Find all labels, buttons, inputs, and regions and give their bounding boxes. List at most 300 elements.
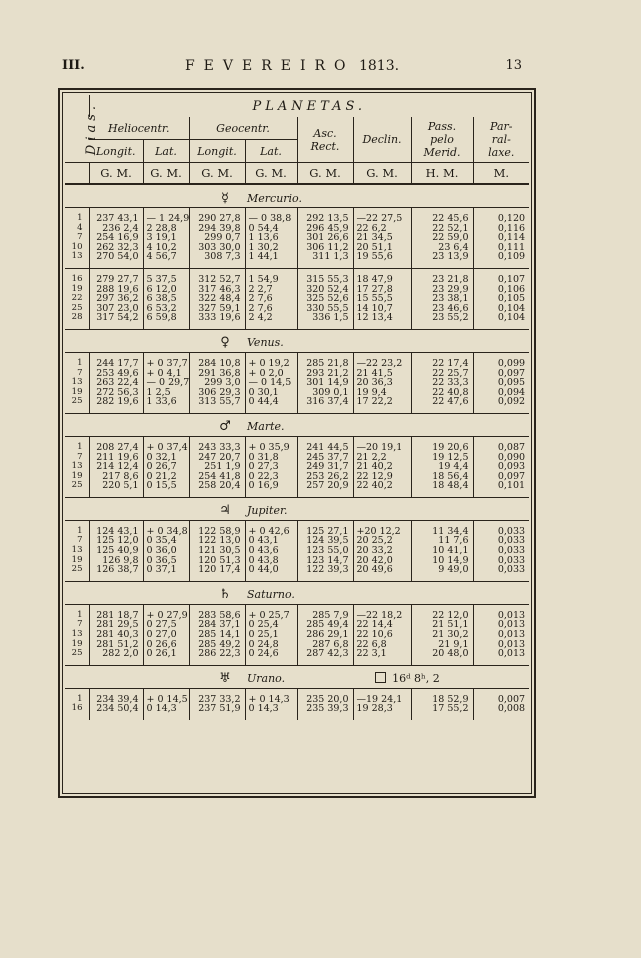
day-cell: 7 bbox=[77, 535, 83, 546]
value-cell: 325 52,6 bbox=[297, 294, 353, 304]
value-cell: 17 55,2 bbox=[411, 704, 473, 714]
table-row bbox=[65, 397, 529, 407]
value-cell: 316 37,4 bbox=[297, 397, 353, 407]
planet-name: Saturno. bbox=[247, 588, 295, 602]
value-cell: 0,033 bbox=[473, 556, 529, 566]
value-cell: 263 22,4 bbox=[89, 378, 143, 388]
value-cell: 287 6,8 bbox=[297, 640, 353, 650]
value-cell: 0 14,3 bbox=[245, 704, 297, 714]
value-cell: 22 40,8 bbox=[411, 388, 473, 398]
day-cell: 13 bbox=[71, 461, 83, 472]
value-cell: 22 14,4 bbox=[353, 620, 411, 630]
unit-cell: G. M. bbox=[143, 163, 189, 185]
spacer-cell bbox=[189, 714, 245, 720]
day-cell: 25 bbox=[71, 648, 83, 659]
unit-cell: H. M. bbox=[411, 163, 473, 185]
spacer-cell bbox=[65, 714, 89, 720]
planet-heading bbox=[65, 665, 529, 688]
value-cell: 0 43,6 bbox=[245, 546, 297, 556]
value-cell: 20 33,2 bbox=[353, 546, 411, 556]
value-cell: 0,109 bbox=[473, 252, 529, 262]
value-cell: + 0 42,6 bbox=[245, 527, 297, 537]
value-cell: 253 26,2 bbox=[297, 472, 353, 482]
value-cell: — 1 24,9 bbox=[143, 214, 189, 224]
value-cell: 18 48,4 bbox=[411, 481, 473, 491]
paralaxe-header: Par- ral- laxe. bbox=[473, 117, 529, 163]
planet-symbol-icon: ☿ bbox=[221, 190, 229, 206]
value-cell: 0,097 bbox=[473, 472, 529, 482]
value-cell: 0,107 bbox=[473, 275, 529, 285]
pass-merid-header: Pass. pelo Merid. bbox=[411, 117, 473, 163]
value-cell: 313 55,7 bbox=[189, 397, 245, 407]
value-cell: 22 52,1 bbox=[411, 224, 473, 234]
geo-longit-header: Longit. bbox=[189, 140, 245, 163]
value-cell: 18 47,9 bbox=[353, 275, 411, 285]
unit-cell: G. M. bbox=[189, 163, 245, 185]
value-cell: 0,090 bbox=[473, 453, 529, 463]
value-cell: 0 27,3 bbox=[245, 462, 297, 472]
planet-section-header bbox=[65, 413, 529, 436]
value-cell: 234 39,4 bbox=[89, 695, 143, 705]
value-cell: 303 30,0 bbox=[189, 243, 245, 253]
value-cell: 307 23,0 bbox=[89, 304, 143, 314]
unit-cell: G. M. bbox=[297, 163, 353, 185]
value-cell: 284 37,1 bbox=[189, 620, 245, 630]
value-cell: 0,093 bbox=[473, 462, 529, 472]
page-number: 13 bbox=[505, 58, 522, 73]
value-cell: 122 58,9 bbox=[189, 527, 245, 537]
value-cell: 308 7,3 bbox=[189, 252, 245, 262]
value-cell: 19 55,6 bbox=[353, 252, 411, 262]
value-cell: 22 59,0 bbox=[411, 233, 473, 243]
value-cell: 270 54,0 bbox=[89, 252, 143, 262]
value-cell: 258 20,4 bbox=[189, 481, 245, 491]
value-cell: 0,106 bbox=[473, 285, 529, 295]
value-cell: 291 36,8 bbox=[189, 369, 245, 379]
planet-table-frame bbox=[58, 88, 536, 798]
planetas-title: PLANETAS. bbox=[89, 95, 529, 117]
value-cell: 120 17,4 bbox=[189, 565, 245, 575]
value-cell: 1 33,6 bbox=[143, 397, 189, 407]
units-blank bbox=[65, 163, 89, 185]
helio-longit-header: Longit. bbox=[89, 140, 143, 163]
heliocentr-header: Heliocentr. bbox=[108, 121, 170, 135]
value-cell: 0 44,4 bbox=[245, 397, 297, 407]
value-cell: 285 21,8 bbox=[297, 359, 353, 369]
value-cell: 1 2,5 bbox=[143, 388, 189, 398]
value-cell: 19 9,4 bbox=[353, 388, 411, 398]
planet-heading bbox=[65, 413, 529, 436]
value-cell: 0,013 bbox=[473, 620, 529, 630]
planet-symbol-icon: ♃ bbox=[219, 503, 231, 519]
value-cell: 336 1,5 bbox=[297, 313, 353, 323]
value-cell: 22 6,2 bbox=[353, 224, 411, 234]
planet-symbol-icon: ♂ bbox=[219, 419, 231, 435]
value-cell: 211 19,6 bbox=[89, 453, 143, 463]
value-cell: 285 7,9 bbox=[297, 611, 353, 621]
day-cell: 13 bbox=[71, 377, 83, 388]
helio-lat-header: Lat. bbox=[143, 140, 189, 163]
value-cell: 14 10,7 bbox=[353, 304, 411, 314]
square-icon bbox=[375, 672, 386, 683]
value-cell: 0 36,0 bbox=[143, 546, 189, 556]
value-cell: 208 27,4 bbox=[89, 443, 143, 453]
value-cell: 20 42,0 bbox=[353, 556, 411, 566]
value-cell: 0 16,9 bbox=[245, 481, 297, 491]
value-cell: — 0 29,7 bbox=[143, 378, 189, 388]
value-cell: 0 21,2 bbox=[143, 472, 189, 482]
value-cell: + 0 34,8 bbox=[143, 527, 189, 537]
planet-heading bbox=[65, 329, 529, 352]
value-cell: + 0 14,3 bbox=[245, 695, 297, 705]
planet-section-header bbox=[65, 665, 529, 688]
year: 1813. bbox=[358, 58, 400, 74]
value-cell: 123 55,0 bbox=[297, 546, 353, 556]
value-cell: 254 41,8 bbox=[189, 472, 245, 482]
day-cell: 25 bbox=[71, 302, 83, 313]
planet-name: Venus. bbox=[247, 336, 284, 350]
value-cell: 0 26,1 bbox=[143, 649, 189, 659]
value-cell: 0,104 bbox=[473, 313, 529, 323]
value-cell: 23 6,4 bbox=[411, 243, 473, 253]
value-cell: 236 2,4 bbox=[89, 224, 143, 234]
value-cell: 262 32,3 bbox=[89, 243, 143, 253]
value-cell: 23 13,9 bbox=[411, 252, 473, 262]
value-cell: 0,033 bbox=[473, 536, 529, 546]
spacer-cell bbox=[89, 714, 143, 720]
value-cell: + 0 27,9 bbox=[143, 611, 189, 621]
value-cell: 0,114 bbox=[473, 233, 529, 243]
value-cell: 22 3,1 bbox=[353, 649, 411, 659]
value-cell: —22 23,2 bbox=[353, 359, 411, 369]
value-cell: 0,092 bbox=[473, 397, 529, 407]
value-cell: + 0 37,7 bbox=[143, 359, 189, 369]
day-cell: 25 bbox=[71, 480, 83, 491]
value-cell: 2 2,7 bbox=[245, 285, 297, 295]
value-cell: 317 46,3 bbox=[189, 285, 245, 295]
planet-section-header bbox=[65, 497, 529, 520]
table-row bbox=[65, 313, 529, 323]
value-cell: 126 9,8 bbox=[89, 556, 143, 566]
planet-name: Urano. bbox=[247, 672, 286, 686]
planet-heading bbox=[65, 184, 529, 208]
value-cell: 23 46,6 bbox=[411, 304, 473, 314]
value-cell: 333 19,6 bbox=[189, 313, 245, 323]
value-cell: 243 33,3 bbox=[189, 443, 245, 453]
value-cell: —19 24,1 bbox=[353, 695, 411, 705]
value-cell: 21 2,2 bbox=[353, 453, 411, 463]
value-cell: 18 52,9 bbox=[411, 695, 473, 705]
value-cell: 0,099 bbox=[473, 359, 529, 369]
value-cell: 9 49,0 bbox=[411, 565, 473, 575]
value-cell: 1 54,9 bbox=[245, 275, 297, 285]
planet-symbol-icon: ♅ bbox=[219, 671, 231, 687]
value-cell: 22 33,3 bbox=[411, 378, 473, 388]
value-cell: 0 15,5 bbox=[143, 481, 189, 491]
value-cell: 309 0,1 bbox=[297, 388, 353, 398]
value-cell: 330 55,5 bbox=[297, 304, 353, 314]
value-cell: 279 27,7 bbox=[89, 275, 143, 285]
value-cell: 0,087 bbox=[473, 443, 529, 453]
month-name: FEVEREIRO bbox=[184, 58, 355, 74]
value-cell: 214 12,4 bbox=[89, 462, 143, 472]
spacer-cell bbox=[353, 714, 411, 720]
value-cell: 125 12,0 bbox=[89, 536, 143, 546]
planet-heading bbox=[65, 581, 529, 604]
value-cell: 234 50,4 bbox=[89, 704, 143, 714]
day-cell: 4 bbox=[77, 222, 83, 233]
value-cell: 1 30,2 bbox=[245, 243, 297, 253]
value-cell: 297 36,2 bbox=[89, 294, 143, 304]
value-cell: 317 54,2 bbox=[89, 313, 143, 323]
table-row bbox=[65, 649, 529, 659]
unit-cell: M. bbox=[473, 163, 529, 185]
value-cell: 6 38,5 bbox=[143, 294, 189, 304]
value-cell: 21 34,5 bbox=[353, 233, 411, 243]
value-cell: 284 10,8 bbox=[189, 359, 245, 369]
value-cell: 124 43,1 bbox=[89, 527, 143, 537]
value-cell: 322 48,4 bbox=[189, 294, 245, 304]
value-cell: 306 11,2 bbox=[297, 243, 353, 253]
day-cell: 16 bbox=[71, 703, 83, 714]
value-cell: 0,101 bbox=[473, 481, 529, 491]
value-cell: 272 56,3 bbox=[89, 388, 143, 398]
value-cell: 249 31,7 bbox=[297, 462, 353, 472]
value-cell: 299 3,0 bbox=[189, 378, 245, 388]
value-cell: 22 25,7 bbox=[411, 369, 473, 379]
value-cell: 11 7,6 bbox=[411, 536, 473, 546]
value-cell: 257 20,9 bbox=[297, 481, 353, 491]
value-cell: — 0 38,8 bbox=[245, 214, 297, 224]
value-cell: 241 44,5 bbox=[297, 443, 353, 453]
value-cell: 23 29,9 bbox=[411, 285, 473, 295]
value-cell: 0,013 bbox=[473, 611, 529, 621]
value-cell: 0,013 bbox=[473, 630, 529, 640]
value-cell: 235 39,3 bbox=[297, 704, 353, 714]
value-cell: 121 30,5 bbox=[189, 546, 245, 556]
day-cell: 25 bbox=[71, 564, 83, 575]
value-cell: 10 14,9 bbox=[411, 556, 473, 566]
day-cell: 13 bbox=[71, 545, 83, 556]
planet-section-header bbox=[65, 329, 529, 352]
value-cell: 6 53,2 bbox=[143, 304, 189, 314]
day-cell: 13 bbox=[71, 629, 83, 640]
value-cell: 285 49,2 bbox=[189, 640, 245, 650]
unit-cell: G. M. bbox=[89, 163, 143, 185]
value-cell: + 0 14,5 bbox=[143, 695, 189, 705]
planet-name: Jupiter. bbox=[247, 504, 288, 518]
value-cell: 306 29,3 bbox=[189, 388, 245, 398]
value-cell: 20 51,1 bbox=[353, 243, 411, 253]
value-cell: 0 32,1 bbox=[143, 453, 189, 463]
value-cell: 1 13,6 bbox=[245, 233, 297, 243]
value-cell: 0 31,8 bbox=[245, 453, 297, 463]
value-cell: 123 14,7 bbox=[297, 556, 353, 566]
value-cell: 290 27,8 bbox=[189, 214, 245, 224]
value-cell: + 0 19,2 bbox=[245, 359, 297, 369]
spacer-cell bbox=[473, 714, 529, 720]
spacer-cell bbox=[143, 714, 189, 720]
value-cell: 11 34,4 bbox=[411, 527, 473, 537]
value-cell: + 0 2,0 bbox=[245, 369, 297, 379]
value-cell: 20 36,3 bbox=[353, 378, 411, 388]
value-cell: 21 9,1 bbox=[411, 640, 473, 650]
value-cell: 282 19,6 bbox=[89, 397, 143, 407]
value-cell: 312 52,7 bbox=[189, 275, 245, 285]
day-cell: 19 bbox=[71, 386, 83, 397]
value-cell: 0 26,7 bbox=[143, 462, 189, 472]
day-cell: 10 bbox=[71, 241, 83, 252]
value-cell: 283 58,6 bbox=[189, 611, 245, 621]
value-cell: 0 35,4 bbox=[143, 536, 189, 546]
value-cell: 294 39,8 bbox=[189, 224, 245, 234]
planet-note bbox=[375, 672, 440, 685]
value-cell: + 0 35,9 bbox=[245, 443, 297, 453]
value-cell: 23 38,1 bbox=[411, 294, 473, 304]
value-cell: 15 55,5 bbox=[353, 294, 411, 304]
value-cell: 0 44,0 bbox=[245, 565, 297, 575]
asc-rect-header: Asc. Rect. bbox=[297, 117, 353, 163]
planet-name: Marte. bbox=[247, 420, 285, 434]
value-cell: 0,116 bbox=[473, 224, 529, 234]
value-cell: 23 55,2 bbox=[411, 313, 473, 323]
value-cell: 21 51,1 bbox=[411, 620, 473, 630]
value-cell: 124 39,5 bbox=[297, 536, 353, 546]
value-cell: 0 27,5 bbox=[143, 620, 189, 630]
value-cell: + 0 25,7 bbox=[245, 611, 297, 621]
table-row bbox=[65, 704, 529, 714]
day-cell: 13 bbox=[71, 251, 83, 262]
value-cell: 0 26,6 bbox=[143, 640, 189, 650]
day-cell: 25 bbox=[71, 396, 83, 407]
value-cell: 287 42,3 bbox=[297, 649, 353, 659]
value-cell: 22 40,2 bbox=[353, 481, 411, 491]
value-cell: 0,013 bbox=[473, 640, 529, 650]
value-cell: 21 41,5 bbox=[353, 369, 411, 379]
value-cell: 0,105 bbox=[473, 294, 529, 304]
value-cell: 286 29,1 bbox=[297, 630, 353, 640]
value-cell: 19 20,6 bbox=[411, 443, 473, 453]
day-cell: 7 bbox=[77, 619, 83, 630]
value-cell: 299 0,7 bbox=[189, 233, 245, 243]
planet-symbol-icon: ♀ bbox=[220, 335, 230, 351]
value-cell: 0,008 bbox=[473, 704, 529, 714]
value-cell: 22 45,6 bbox=[411, 214, 473, 224]
value-cell: 281 40,3 bbox=[89, 630, 143, 640]
value-cell: 22 10,6 bbox=[353, 630, 411, 640]
value-cell: 12 13,4 bbox=[353, 313, 411, 323]
value-cell: —20 19,1 bbox=[353, 443, 411, 453]
value-cell: 301 14,9 bbox=[297, 378, 353, 388]
dias-header: Dias. bbox=[84, 101, 100, 156]
value-cell: 281 29,5 bbox=[89, 620, 143, 630]
value-cell: 0 37,1 bbox=[143, 565, 189, 575]
value-cell: 311 1,3 bbox=[297, 252, 353, 262]
value-cell: 23 21,8 bbox=[411, 275, 473, 285]
value-cell: 122 39,3 bbox=[297, 565, 353, 575]
value-cell: 18 56,4 bbox=[411, 472, 473, 482]
planet-name: Mercurio. bbox=[247, 191, 302, 205]
value-cell: 254 16,9 bbox=[89, 233, 143, 243]
value-cell: 327 59,1 bbox=[189, 304, 245, 314]
value-cell: 22 12,0 bbox=[411, 611, 473, 621]
spacer-cell bbox=[245, 714, 297, 720]
day-cell: 7 bbox=[77, 232, 83, 243]
value-cell: 0 27,0 bbox=[143, 630, 189, 640]
value-cell: 0 54,4 bbox=[245, 224, 297, 234]
value-cell: 19 12,5 bbox=[411, 453, 473, 463]
value-cell: — 0 14,5 bbox=[245, 378, 297, 388]
value-cell: 19 4,4 bbox=[411, 462, 473, 472]
value-cell: 0 30,1 bbox=[245, 388, 297, 398]
value-cell: 237 33,2 bbox=[189, 695, 245, 705]
day-cell: 16 bbox=[71, 273, 83, 284]
geo-lat-header: Lat. bbox=[245, 140, 297, 163]
day-cell: 22 bbox=[71, 293, 83, 304]
value-cell: 320 52,4 bbox=[297, 285, 353, 295]
value-cell: 22 47,6 bbox=[411, 397, 473, 407]
value-cell: 0,033 bbox=[473, 546, 529, 556]
day-cell: 19 bbox=[71, 554, 83, 565]
unit-cell: G. M. bbox=[353, 163, 411, 185]
planet-table-body bbox=[65, 184, 529, 720]
value-cell: 253 49,6 bbox=[89, 369, 143, 379]
value-cell: 0,095 bbox=[473, 378, 529, 388]
value-cell: 6 12,0 bbox=[143, 285, 189, 295]
value-cell: —22 18,2 bbox=[353, 611, 411, 621]
table-row bbox=[65, 252, 529, 262]
value-cell: 217 8,6 bbox=[89, 472, 143, 482]
value-cell: 4 10,2 bbox=[143, 243, 189, 253]
planet-table bbox=[65, 95, 529, 720]
day-cell: 7 bbox=[77, 367, 83, 378]
value-cell: 244 17,7 bbox=[89, 359, 143, 369]
value-cell: 220 5,1 bbox=[89, 481, 143, 491]
value-cell: 315 55,3 bbox=[297, 275, 353, 285]
day-cell: 19 bbox=[71, 283, 83, 294]
value-cell: 285 49,4 bbox=[297, 620, 353, 630]
geocentr-header: Geocentr. bbox=[189, 117, 297, 140]
value-cell: 0 36,5 bbox=[143, 556, 189, 566]
value-cell: 2 28,8 bbox=[143, 224, 189, 234]
spacer-cell bbox=[297, 714, 353, 720]
day-cell: 1 bbox=[77, 213, 83, 223]
page-header bbox=[62, 56, 522, 78]
value-cell: 237 51,9 bbox=[189, 704, 245, 714]
value-cell: 0 24,6 bbox=[245, 649, 297, 659]
value-cell: 245 37,7 bbox=[297, 453, 353, 463]
value-cell: 22 12,9 bbox=[353, 472, 411, 482]
value-cell: 0,097 bbox=[473, 369, 529, 379]
unit-cell: G. M. bbox=[245, 163, 297, 185]
value-cell: 0,094 bbox=[473, 388, 529, 398]
value-cell: 235 20,0 bbox=[297, 695, 353, 705]
value-cell: 292 13,5 bbox=[297, 214, 353, 224]
value-cell: 20 48,0 bbox=[411, 649, 473, 659]
planet-heading bbox=[65, 497, 529, 520]
value-cell: 0 14,3 bbox=[143, 704, 189, 714]
page-roman: III. bbox=[62, 58, 85, 73]
value-cell: + 0 4,1 bbox=[143, 369, 189, 379]
value-cell: 0 25,4 bbox=[245, 620, 297, 630]
value-cell: 0,033 bbox=[473, 565, 529, 575]
value-cell: 281 51,2 bbox=[89, 640, 143, 650]
value-cell: 0,007 bbox=[473, 695, 529, 705]
value-cell: 0,033 bbox=[473, 527, 529, 537]
value-cell: 2 7,6 bbox=[245, 294, 297, 304]
table-row bbox=[65, 481, 529, 491]
value-cell: —22 27,5 bbox=[353, 214, 411, 224]
